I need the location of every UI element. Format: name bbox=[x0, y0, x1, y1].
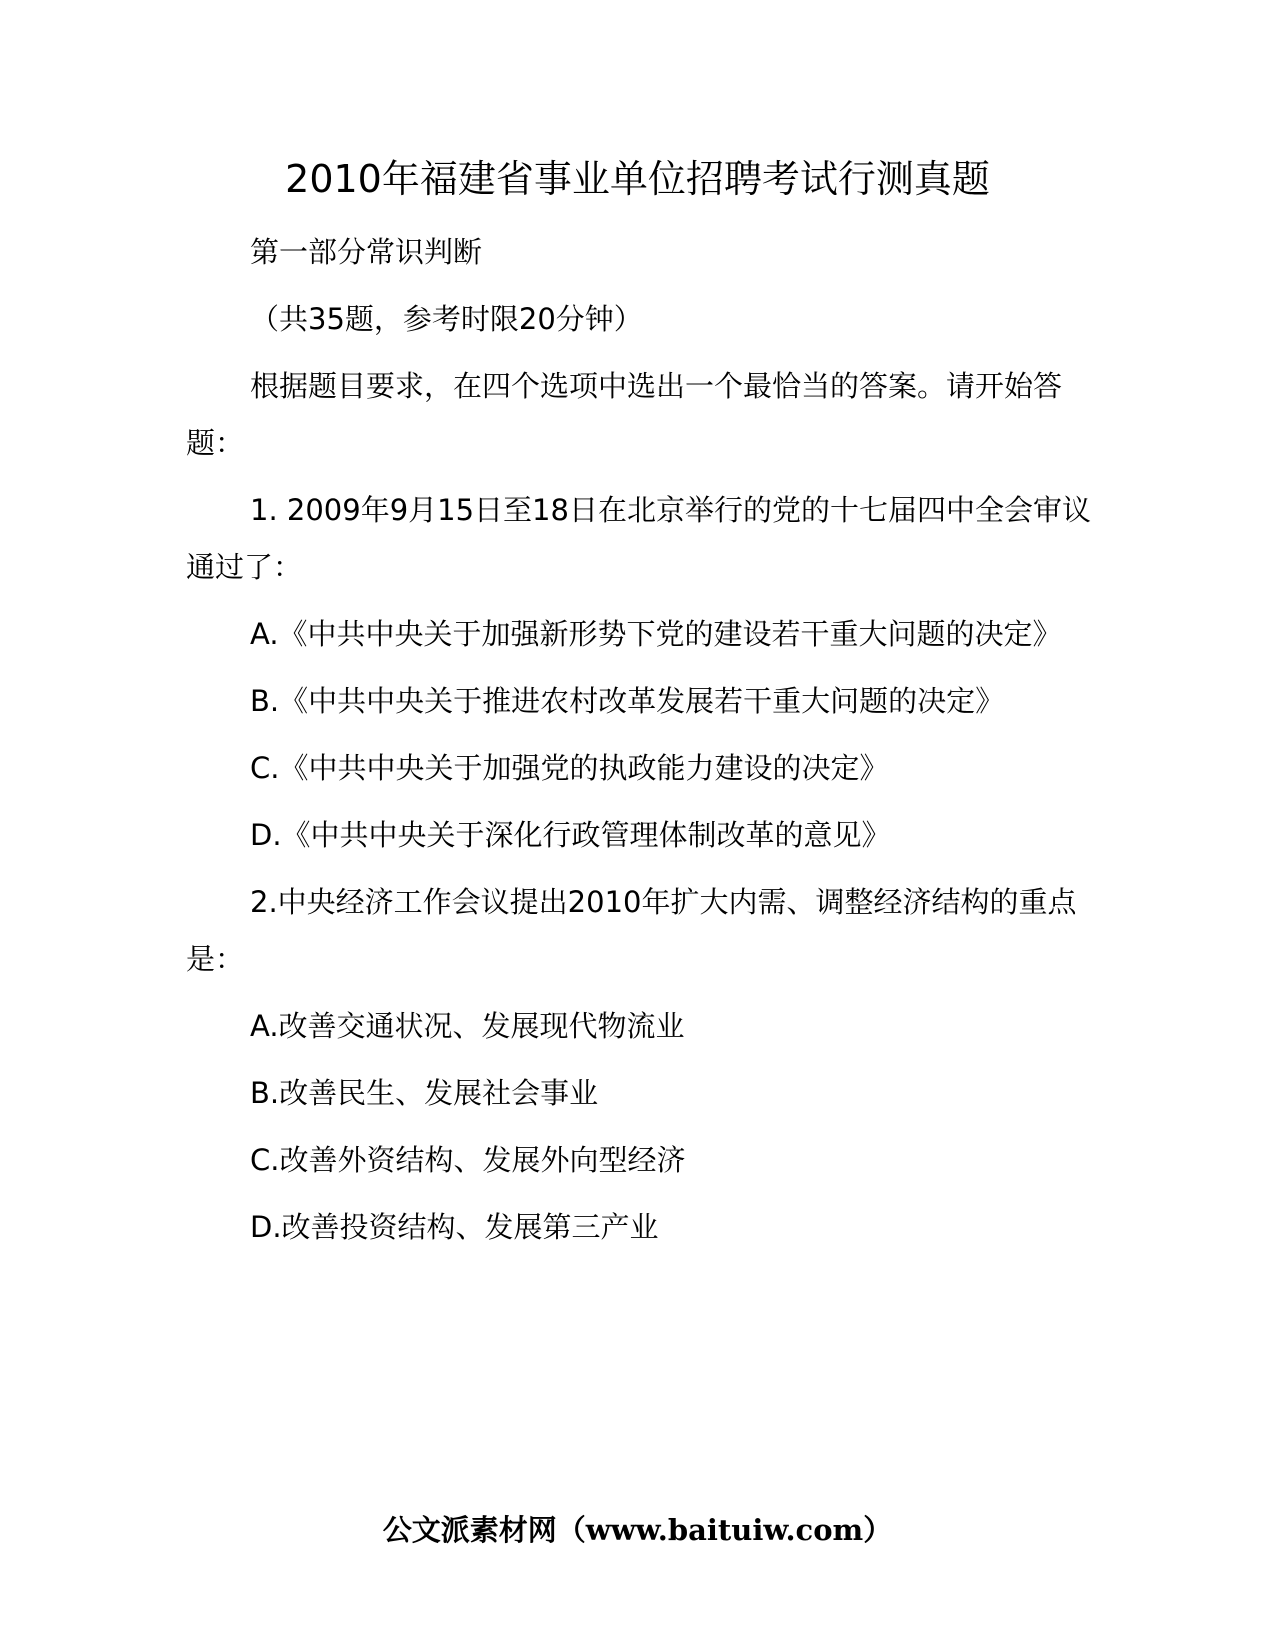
question-1: 1. 2009年9月15日至18日在北京举行的党的十七届四中全会审议通过了： bbox=[186, 493, 1091, 584]
section-heading: 第一部分常识判断 bbox=[250, 235, 483, 269]
question-1-option-b: B.《中共中央关于推进农村改革发展若干重大问题的决定》 bbox=[250, 684, 1005, 718]
question-2-option-a: A.改善交通状况、发展现代物流业 bbox=[250, 1009, 685, 1043]
footer-source: 公文派素材网（www.baituiw.com） bbox=[382, 1513, 893, 1547]
section-time-limit: （共35题，参考时限20分钟） bbox=[250, 302, 643, 336]
question-2-option-d: D.改善投资结构、发展第三产业 bbox=[250, 1210, 659, 1244]
document-title: 2010年福建省事业单位招聘考试行测真题 bbox=[285, 157, 990, 201]
question-1-option-c: C.《中共中央关于加强党的执政能力建设的决定》 bbox=[250, 751, 889, 785]
document-body bbox=[186, 224, 1091, 1266]
question-2-option-c: C.改善外资结构、发展外向型经济 bbox=[250, 1143, 686, 1177]
instructions: 根据题目要求，在四个选项中选出一个最恰当的答案。请开始答题： bbox=[186, 369, 1063, 460]
question-1-option-d: D.《中共中央关于深化行政管理体制改革的意见》 bbox=[250, 818, 891, 852]
question-2: 2.中央经济工作会议提出2010年扩大内需、调整经济结构的重点是： bbox=[186, 885, 1077, 976]
question-1-option-a: A.《中共中央关于加强新形势下党的建设若干重大问题的决定》 bbox=[250, 617, 1062, 651]
question-2-option-b: B.改善民生、发展社会事业 bbox=[250, 1076, 599, 1110]
